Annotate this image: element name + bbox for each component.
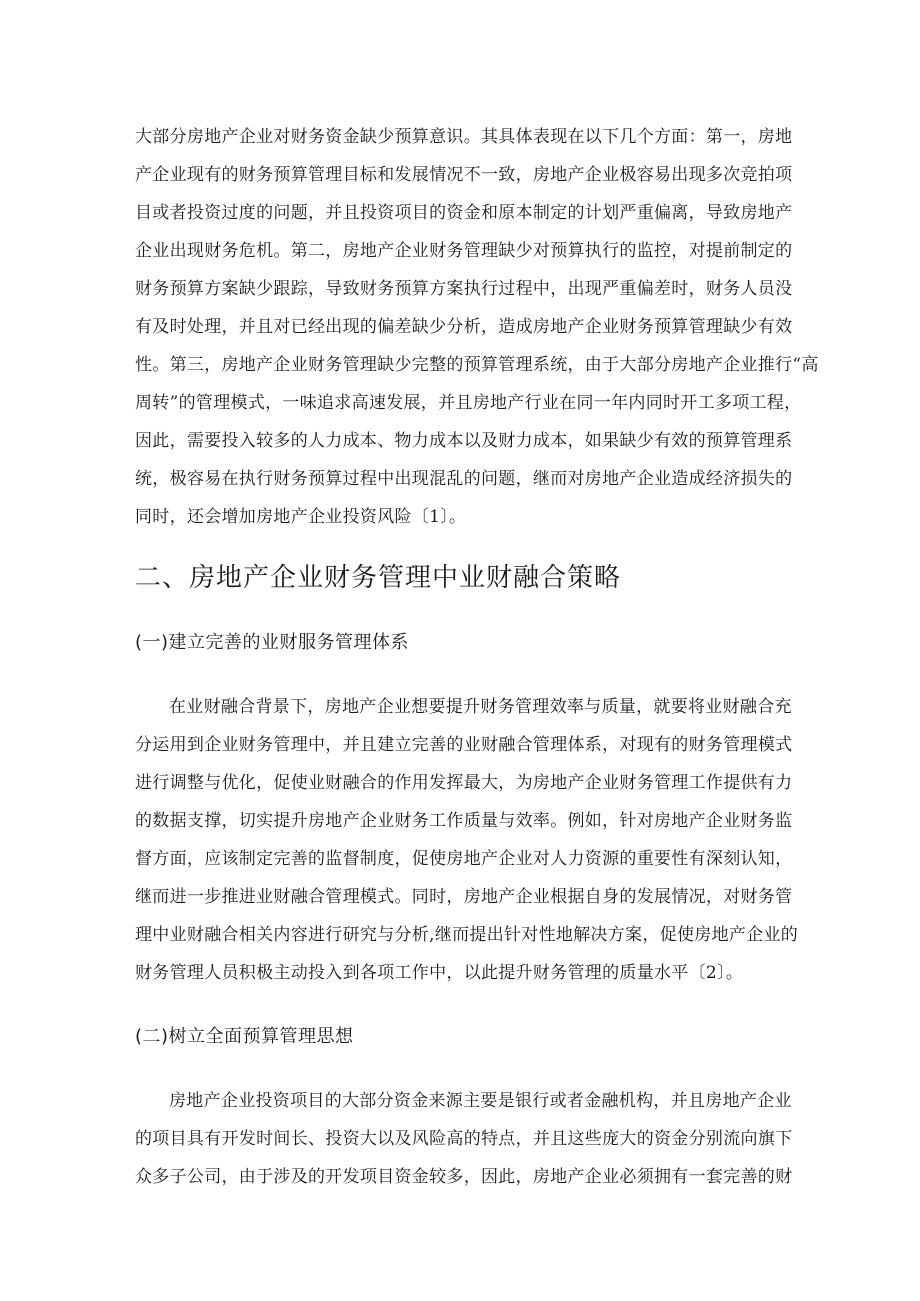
subsection-1-heading: (一)建立完善的业财服务管理体系: [135, 632, 410, 653]
text-line: 产企业现有的财务预算管理目标和发展情况不一致，房地产企业极容易出现多次竞拍项: [135, 165, 793, 185]
text-line: 的项目具有开发时间长、投资大以及风险高的特点，并且这些庞大的资金分别流向旗下: [135, 1129, 793, 1149]
text-line: 因此，需要投入较多的人力成本、物力成本以及财力成本，如果缺少有效的预算管理系: [135, 431, 793, 451]
intro-paragraph: [135, 118, 819, 536]
text-line: 进行调整与优化，促使业财融合的作用发挥最大，为房地产企业财务管理工作提供有力: [135, 773, 793, 793]
text-line: 财务预算方案缺少跟踪，导致财务预算方案执行过程中，出现严重偏差时，财务人员没: [135, 279, 793, 299]
text-line: 周转”的管理模式，一味追求高速发展，并且房地产行业在同一年内同时开工多项工程，: [135, 393, 802, 413]
section-heading: 二、房地产企业财务管理中业财融合策略: [135, 563, 622, 593]
text-line: 督方面，应该制定完善的监督制度，促使房地产企业对人力资源的重要性有深刻认知，: [135, 849, 793, 869]
text-line: 大部分房地产企业对财务资金缺少预算意识。其具体表现在以下几个方面：第一，房地: [135, 127, 793, 147]
text-line: 分运用到企业财务管理中，并且建立完善的业财融合管理体系，对现有的财务管理模式: [135, 735, 793, 755]
subsection-2-heading: (二)树立全面预算管理思想: [135, 1026, 354, 1047]
document-page: [135, 118, 819, 1196]
text-line: 有及时处理，并且对已经出现的偏差缺少分析，造成房地产企业财务预算管理缺少有效: [135, 317, 793, 337]
text-line: 在业财融合背景下，房地产企业想要提升财务管理效率与质量，就要将业财融合充: [169, 697, 792, 717]
text-line: 继而进一步推进业财融合管理模式。同时，房地产企业根据自身的发展情况，对财务管: [135, 887, 793, 907]
subsection-2-paragraph: [135, 1082, 793, 1196]
text-line: 的数据支撑，切实提升房地产企业财务工作质量与效率。例如，针对房地产企业财务监: [135, 811, 793, 831]
text-line: 同时，还会增加房地产企业投资风险〔1〕。: [135, 507, 467, 527]
text-line: 目或者投资过度的问题，并且投资项目的资金和原本制定的计划严重偏离，导致房地产: [135, 203, 793, 223]
subsection-1-paragraph: [135, 688, 799, 992]
text-line: 性。第三，房地产企业财务管理缺少完整的预算管理系统，由于大部分房地产企业推行“高: [135, 355, 819, 375]
text-line: 众多子公司，由于涉及的开发项目资金较多，因此，房地产企业必须拥有一套完善的财: [135, 1167, 793, 1187]
text-line: 统，极容易在执行财务预算过程中出现混乱的问题，继而对房地产企业造成经济损失的: [135, 469, 793, 489]
text-line: 企业出现财务危机。第二，房地产企业财务管理缺少对预算执行的监控，对提前制定的: [135, 241, 793, 261]
text-line: 理中业财融合相关内容进行研究与分析,继而提出针对性地解决方案，促使房地产企业的: [135, 925, 799, 945]
text-line: 房地产企业投资项目的大部分资金来源主要是银行或者金融机构，并且房地产企业: [169, 1091, 792, 1111]
text-line: 财务管理人员积极主动投入到各项工作中，以此提升财务管理的质量水平〔2〕。: [135, 963, 744, 983]
